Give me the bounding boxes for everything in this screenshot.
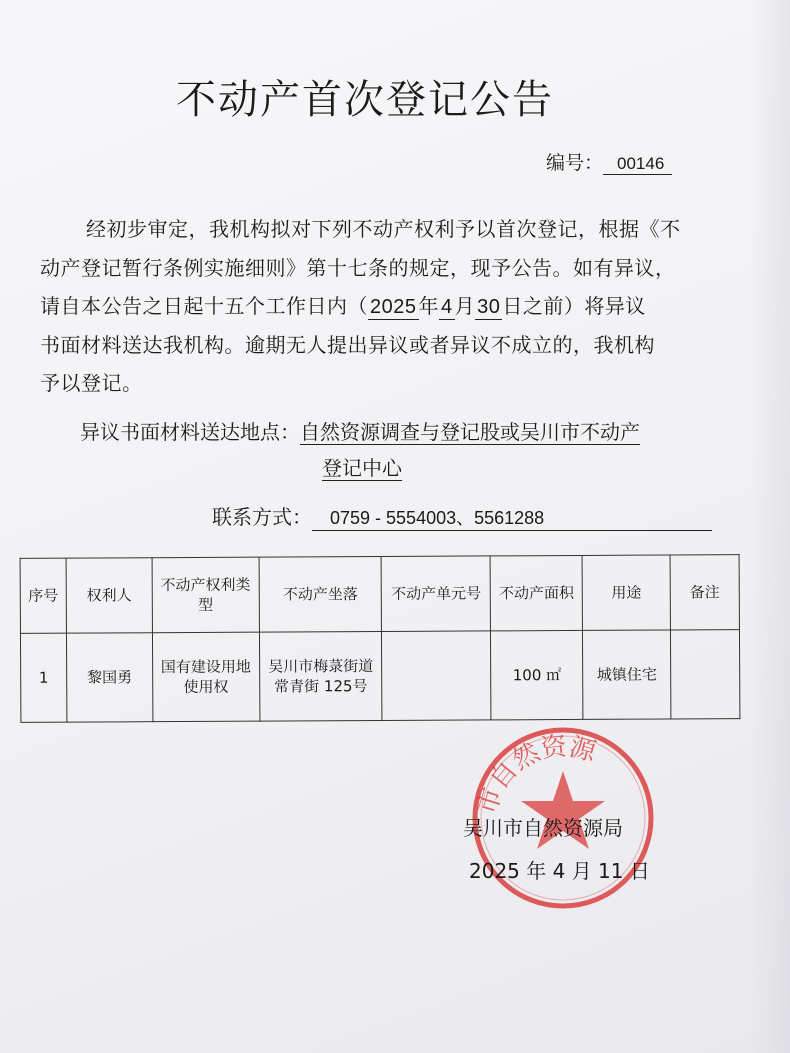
- contact-value: 0759 - 5554003、5561288: [312, 504, 712, 531]
- notice-line-2: 动产登记暂行条例实施细则》第十七条的规定，现予公告。如有异议，: [40, 255, 676, 280]
- table-row: [20, 630, 739, 723]
- header-unit-no: 不动产单元号: [382, 556, 491, 632]
- objection-address-value-1: 自然资源调查与登记股或吴川市不动产: [300, 420, 640, 444]
- deadline-suffix: 日之前）将异议: [502, 294, 646, 318]
- header-use: 用途: [582, 555, 670, 630]
- doc-number-value: 00146: [603, 154, 672, 175]
- deadline-year: 2025: [370, 296, 417, 318]
- doc-number-label: 编号：: [546, 152, 604, 174]
- seal-text: 市自然资源: [472, 731, 599, 818]
- objection-address: [80, 413, 640, 451]
- doc-number: [546, 148, 672, 175]
- cell-remark: [671, 630, 740, 719]
- property-table: [20, 554, 741, 723]
- header-no: 序号: [20, 558, 66, 633]
- cell-no: 1: [20, 633, 66, 722]
- objection-address-cont: [322, 452, 402, 481]
- contact-label: 联系方式：: [212, 505, 312, 529]
- objection-address-label: 异议书面材料送达地点：: [80, 420, 300, 444]
- notice-line-3: [40, 287, 720, 326]
- notice-line-1: 经初步审定，我机构拟对下列不动产权利予以首次登记，根据《不: [86, 217, 681, 241]
- deadline-prefix: 请自本公告之日起十五个工作日内（: [40, 294, 368, 318]
- deadline-day: 30: [477, 296, 501, 318]
- notice-title: 不动产首次登记公告: [176, 77, 554, 123]
- header-right-type: 不动产权利类型: [152, 557, 259, 633]
- cell-location: 吴川市梅菉街道常青街 125号: [259, 631, 382, 721]
- notice-line-5: 予以登记。: [40, 371, 143, 395]
- issue-date: 2025 年 4 月 11 日: [469, 859, 650, 883]
- header-owner: 权利人: [66, 558, 152, 633]
- cell-right-type: 国有建设用地使用权: [152, 632, 259, 722]
- cell-area: 100 ㎡: [491, 630, 583, 719]
- header-area: 不动产面积: [490, 555, 582, 630]
- deadline-month: 4: [441, 296, 453, 318]
- table-header-row: [20, 555, 739, 634]
- header-remark: 备注: [670, 555, 739, 630]
- page-edge-shadow: [750, 0, 790, 1053]
- deadline-year-unit: 年: [418, 294, 439, 318]
- notice-line-4: 书面材料送达我机构。逾期无人提出异议或者异议不成立的，我机构: [40, 332, 655, 357]
- notice-body: [40, 210, 720, 403]
- cell-use: 城镇住宅: [583, 630, 671, 719]
- contact-info: [212, 501, 712, 531]
- cell-owner: 黎国勇: [66, 633, 152, 722]
- deadline-month-unit: 月: [454, 294, 476, 318]
- cell-unit-no: [382, 631, 491, 721]
- header-location: 不动产坐落: [259, 556, 382, 632]
- objection-address-value-2: 登记中心: [322, 456, 402, 480]
- issuing-authority: 吴川市自然资源局: [463, 816, 623, 840]
